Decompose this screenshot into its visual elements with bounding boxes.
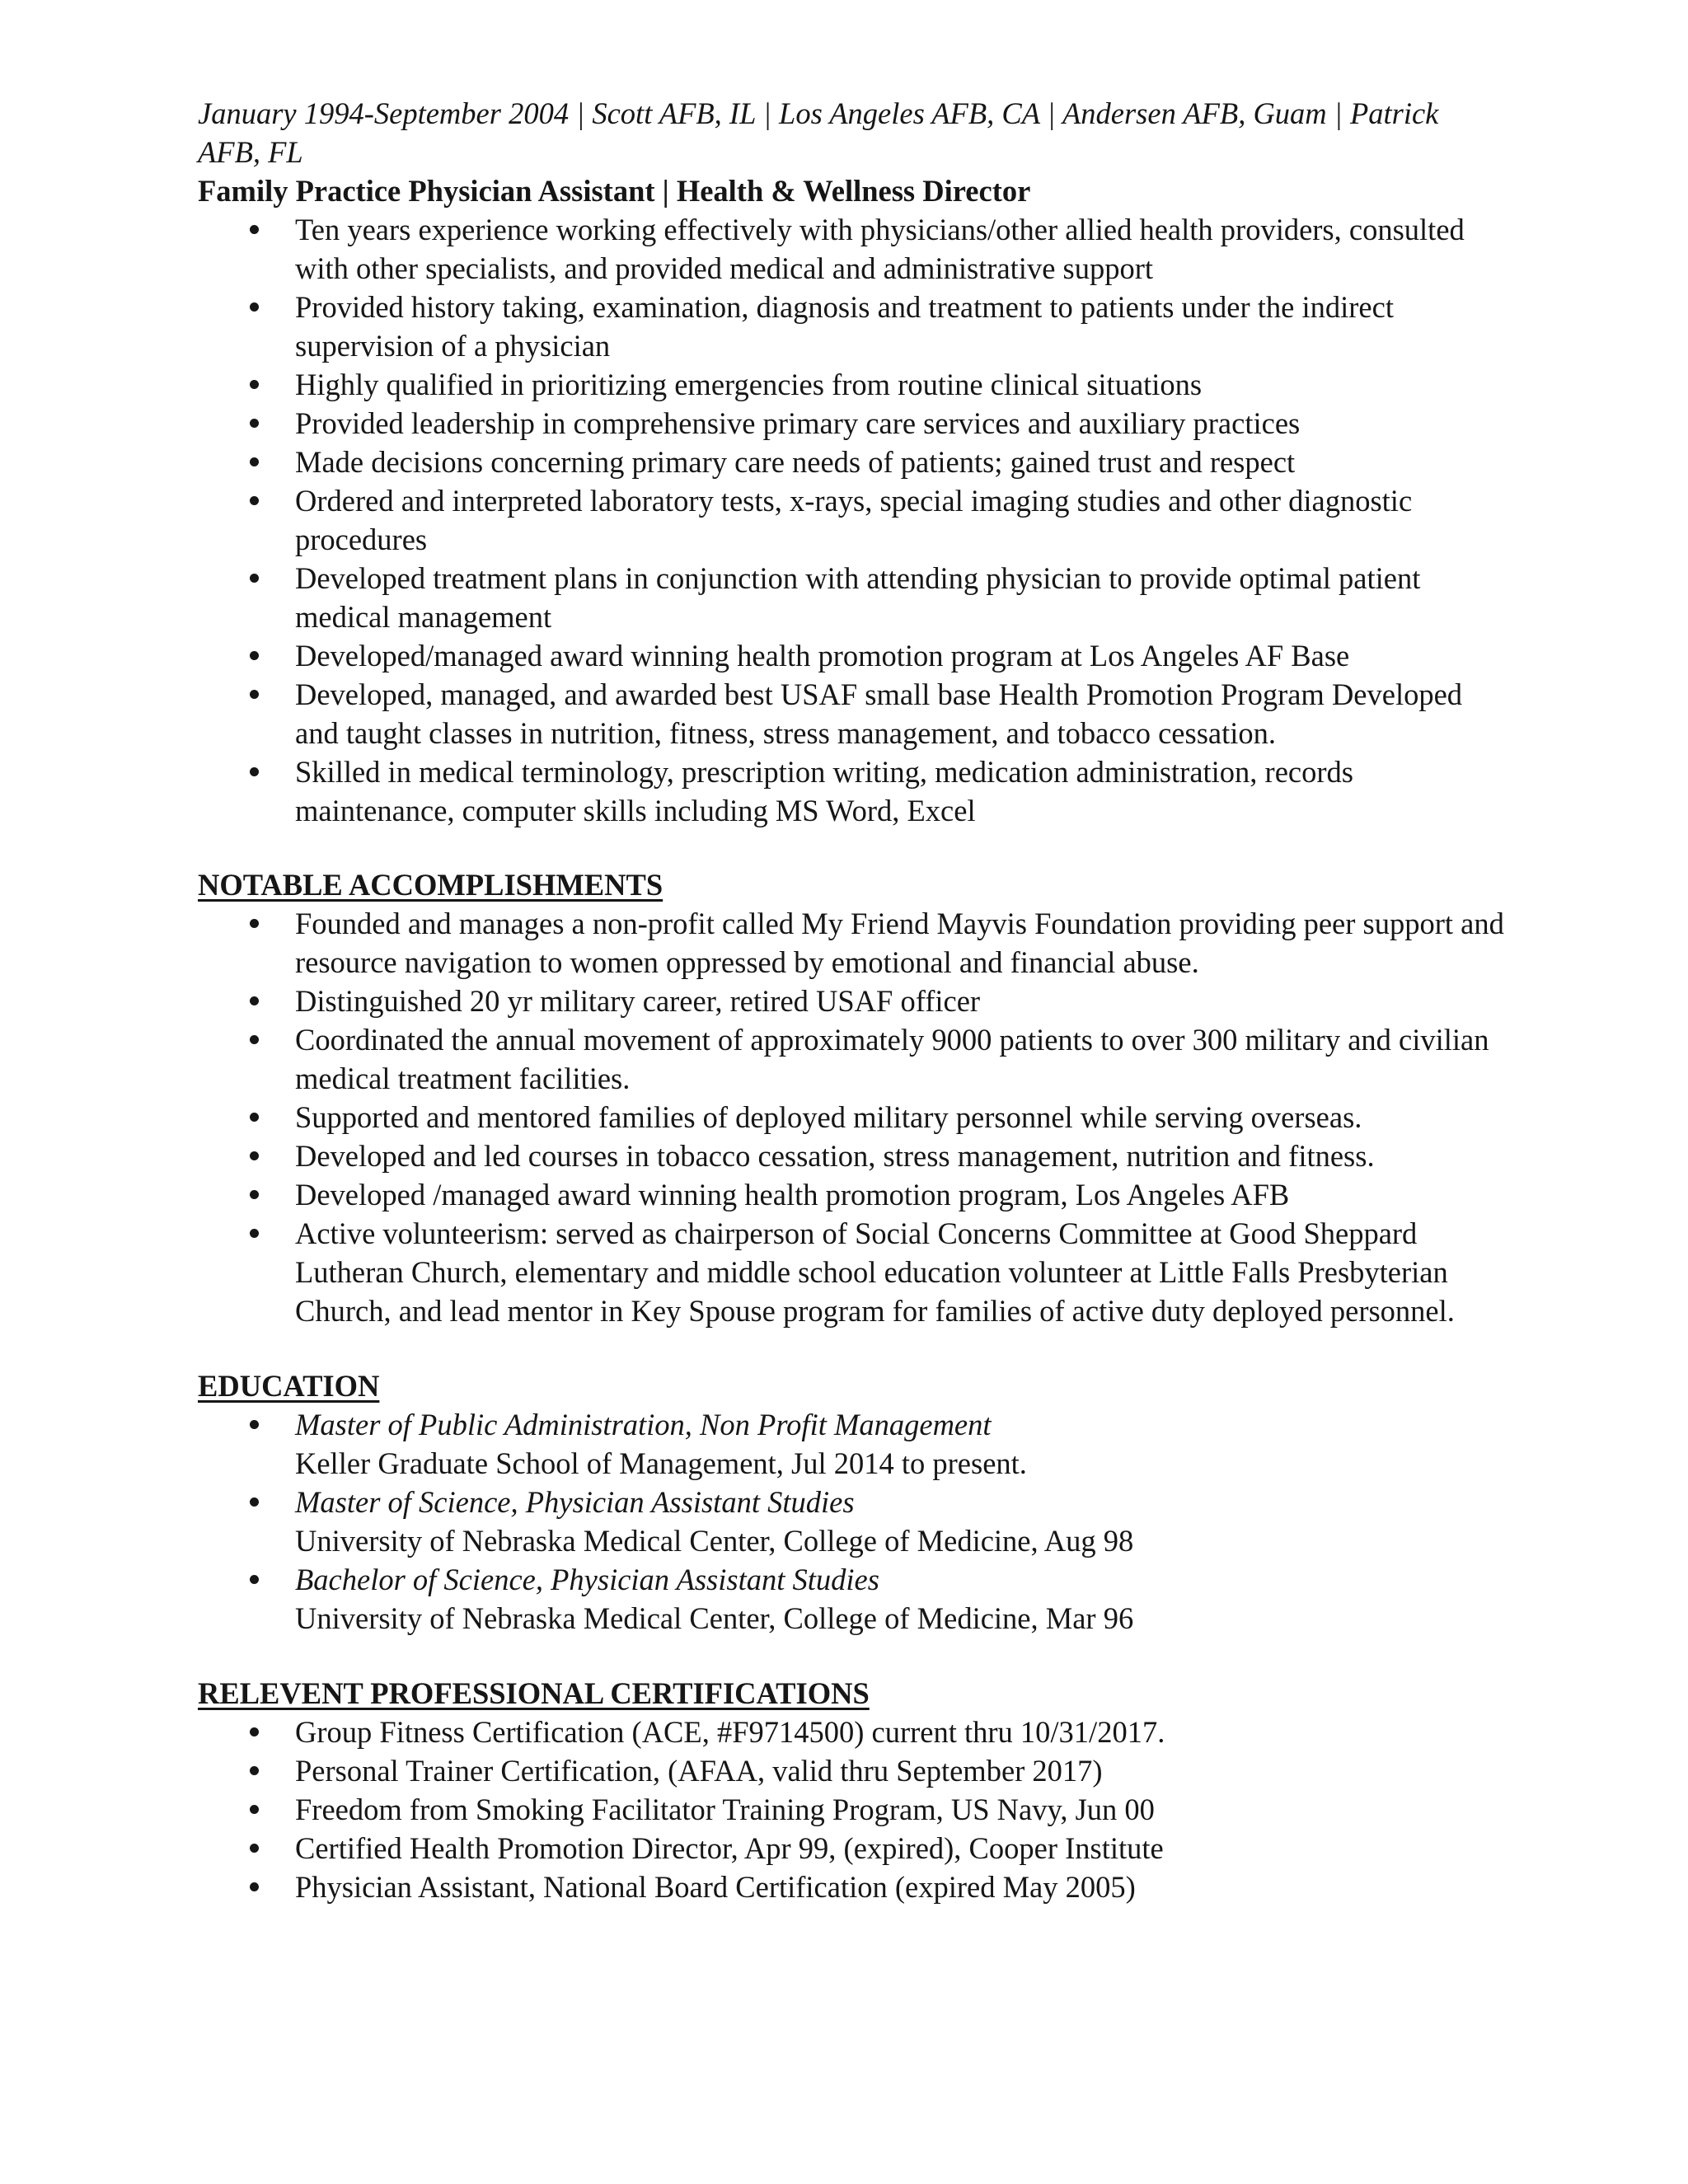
list-item-text: Developed, managed, and awarded best USAF small base Health Promotion Program Developed and taught classes in nutrition, fitness, stress management, and tobacco cessation. [295, 677, 1463, 750]
list-item-text: Provided history taking, examination, diagnosis and treatment to patients under the indirect supervision of a physician [295, 290, 1394, 363]
bullet-icon [250, 1420, 259, 1429]
bullet-icon [250, 651, 259, 660]
list-item-text: Developed/managed award winning health promotion program at Los Angeles AF Base [295, 639, 1350, 673]
bullet-icon [250, 380, 259, 389]
list-item [198, 1098, 1507, 1137]
bullet-icon [250, 1151, 259, 1160]
list-item [198, 1020, 1507, 1098]
bullet-icon [250, 1805, 259, 1814]
bullet-icon [250, 1113, 259, 1122]
bullet-icon [250, 457, 259, 466]
degree-name: Master of Science, Physician Assistant Studies [295, 1485, 855, 1519]
degree-name: Master of Public Administration, Non Profit Management [295, 1408, 992, 1441]
list-item-text: Supported and mentored families of deployed military personnel while serving overseas. [295, 1100, 1362, 1134]
education-entry [198, 1405, 1507, 1483]
bullet-icon [250, 302, 259, 312]
list-item-text: Physician Assistant, National Board Certification (expired May 2005) [295, 1870, 1136, 1904]
list-item [198, 1214, 1507, 1330]
bullet-icon [250, 225, 259, 234]
job-title: Family Practice Physician Assistant | Health & Wellness Director [198, 174, 1031, 208]
list-item [198, 752, 1507, 830]
list-item [198, 1751, 1507, 1790]
list-item-text: Distinguished 20 yr military career, retired USAF officer [295, 984, 981, 1018]
bullet-icon [250, 1882, 259, 1891]
education-entry [198, 1483, 1507, 1560]
list-item-text: Personal Trainer Certification, (AFAA, valid thru September 2017) [295, 1754, 1103, 1788]
list-item [198, 1868, 1507, 1906]
list-item-text: Certified Health Promotion Director, Apr 99, (expired), Cooper Institute [295, 1831, 1164, 1865]
list-item-text: Skilled in medical terminology, prescription writing, medication administration, records maintenance, computer skills including MS Word, Excel [295, 755, 1353, 827]
bullet-icon [250, 1766, 259, 1775]
bullet-icon [250, 1844, 259, 1853]
list-item [198, 443, 1507, 481]
section-heading-accomplishments: NOTABLE ACCOMPLISHMENTS [198, 868, 663, 902]
bullet-icon [250, 1190, 259, 1199]
list-item [198, 1713, 1507, 1751]
resume-page [198, 94, 1508, 1906]
bullet-icon [250, 996, 259, 1005]
list-item [198, 636, 1507, 675]
list-item [198, 559, 1507, 636]
list-item [198, 365, 1507, 404]
list-item [198, 1175, 1507, 1214]
spacer [198, 1638, 1508, 1674]
experience-list [198, 210, 1508, 830]
list-item [198, 1790, 1507, 1829]
degree-name: Bachelor of Science, Physician Assistant Studies [295, 1563, 879, 1596]
bullet-icon [250, 919, 259, 928]
list-item [198, 210, 1507, 288]
list-item-text: Provided leadership in comprehensive primary care services and auxiliary practices [295, 406, 1301, 440]
bullet-icon [250, 1575, 259, 1584]
list-item-text: Ordered and interpreted laboratory tests, x-rays, special imaging studies and other diagnostic procedures [295, 484, 1413, 556]
bullet-icon [250, 1727, 259, 1736]
certifications-list [198, 1713, 1508, 1906]
list-item-text: Freedom from Smoking Facilitator Training Program, US Navy, Jun 00 [295, 1793, 1155, 1826]
list-item-text: Developed treatment plans in conjunction with attending physician to provide optimal patient medical management [295, 561, 1421, 634]
spacer [198, 830, 1508, 865]
education-entry [198, 1560, 1507, 1638]
list-item-text: Developed and led courses in tobacco cessation, stress management, nutrition and fitness. [295, 1139, 1375, 1173]
job-dates-location: January 1994-September 2004 | Scott AFB, IL | Los Angeles AFB, CA | Andersen AFB, Guam | Patrick AFB, FL [198, 96, 1439, 169]
list-item-text: Developed /managed award winning health promotion program, Los Angeles AFB [295, 1178, 1290, 1212]
list-item [198, 982, 1507, 1020]
list-item [198, 1829, 1507, 1868]
list-item-text: Group Fitness Certification (ACE, #F9714500) current thru 10/31/2017. [295, 1715, 1165, 1749]
bullet-icon [250, 690, 259, 699]
school-name: Keller Graduate School of Management, Jul 2014 to present. [295, 1446, 1027, 1480]
education-list [198, 1405, 1508, 1638]
list-item [198, 904, 1507, 982]
bullet-icon [250, 1229, 259, 1238]
bullet-icon [250, 1035, 259, 1044]
list-item-text: Ten years experience working effectively with physicians/other allied health providers, consulted with other specialists, and provided medical and administrative support [295, 213, 1465, 285]
list-item [198, 1137, 1507, 1175]
school-name: University of Nebraska Medical Center, College of Medicine, Aug 98 [295, 1524, 1134, 1558]
list-item-text: Made decisions concerning primary care needs of patients; gained trust and respect [295, 445, 1296, 479]
list-item-text: Highly qualified in prioritizing emergencies from routine clinical situations [295, 368, 1203, 401]
bullet-icon [250, 767, 259, 776]
list-item-text: Active volunteerism: served as chairperson of Social Concerns Committee at Good Sheppard Lutheran Church, elementary and middle school education volunteer at Little Falls Presbyterian Church, and lead mentor in Key Spouse program for families of active duty deployed personnel. [295, 1216, 1455, 1328]
bullet-icon [250, 419, 259, 428]
list-item [198, 288, 1507, 365]
bullet-icon [250, 1497, 259, 1507]
list-item-text: Coordinated the annual movement of approximately 9000 patients to over 300 military and civilian medical treatment facilities. [295, 1023, 1489, 1095]
list-item [198, 404, 1507, 443]
list-item-text: Founded and manages a non-profit called My Friend Mayvis Foundation providing peer support and resource navigation to women oppressed by emotional and financial abuse. [295, 907, 1504, 979]
bullet-icon [250, 496, 259, 505]
accomplishments-list [198, 904, 1508, 1330]
school-name: University of Nebraska Medical Center, College of Medicine, Mar 96 [295, 1601, 1134, 1635]
spacer [198, 1330, 1508, 1366]
section-heading-education: EDUCATION [198, 1369, 380, 1403]
section-heading-certifications: RELEVENT PROFESSIONAL CERTIFICATIONS [198, 1676, 870, 1710]
list-item [198, 481, 1507, 559]
bullet-icon [250, 574, 259, 583]
list-item [198, 675, 1507, 752]
